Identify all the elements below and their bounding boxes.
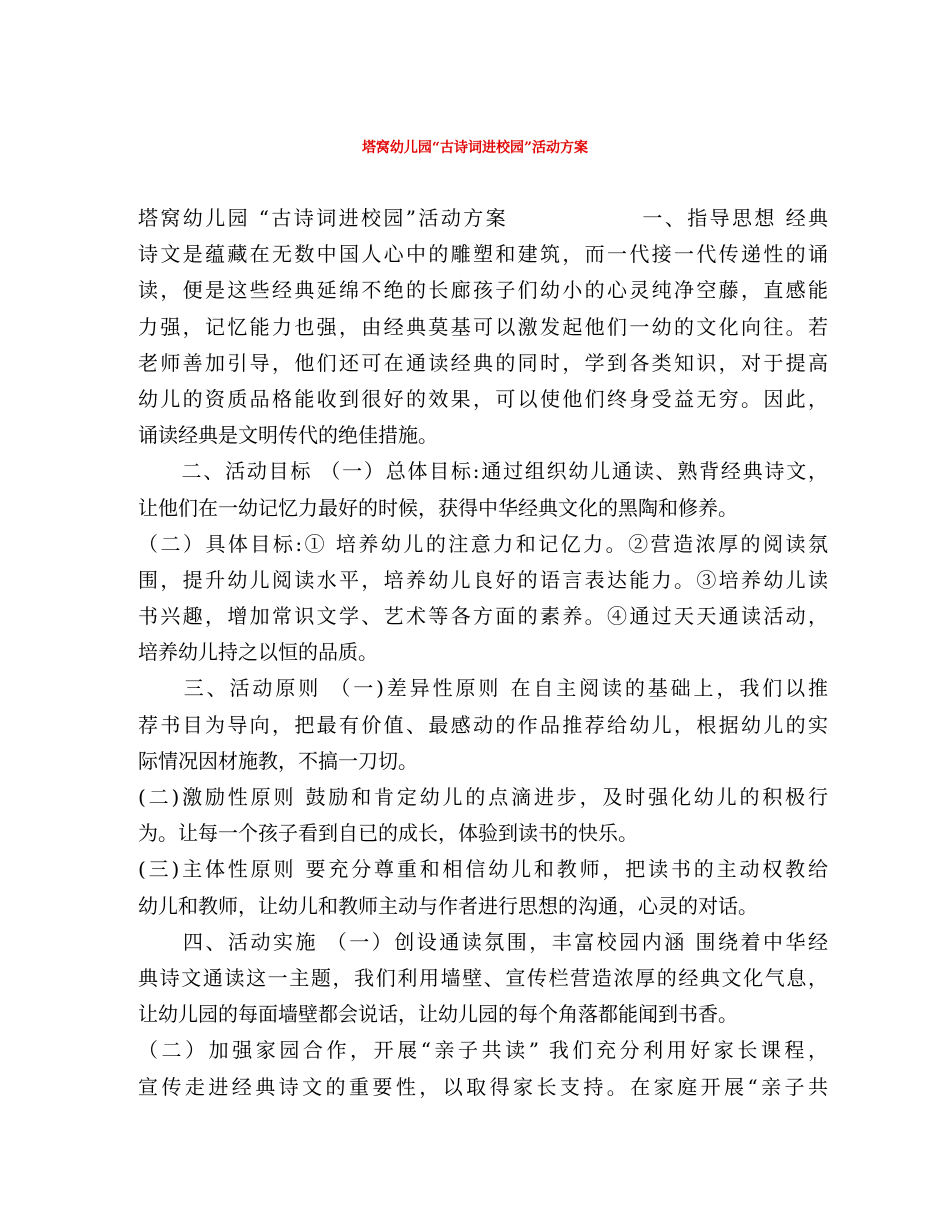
text-line: (二)激励性原则 鼓励和肯定幼儿的点滴进步，及时强化幼儿的积极行 — [138, 785, 828, 809]
text-line: 为。让每一个孩子看到自已的成长，体验到读书的快乐。 — [138, 821, 638, 846]
text-line: 读，便是这些经典延绵不绝的长廊孩子们幼小的心灵纯净空藤，直感能 — [138, 278, 828, 303]
text-line: 三、活动原则 （一)差异性原则 在自主阅读的基础上，我们以推 — [138, 676, 828, 701]
text-line: （二）具体目标:① 培养幼儿的注意力和记亿力。②营造浓厚的阅读氛 — [138, 531, 828, 556]
text-line: 围，提升幼儿阅读水平，培养幼儿良好的语言表达能力。③培养幼儿读 — [138, 567, 828, 592]
text-line: 塔窝幼儿园 “古诗词进校园”活动方案 一、指导思想 经典 — [138, 206, 828, 230]
text-line: （二）加强家园合作，开展“亲子共读” 我们充分利用好家长课程， — [138, 1038, 828, 1063]
text-line: 四、活动实施 （一）创设通读氛围，丰富校园内涵 围绕着中华经 — [138, 929, 828, 954]
text-line: 宣传走进经典诗文的重要性，以取得家长支持。在家庭开展“亲子共 — [138, 1074, 828, 1099]
text-line: 际情况因材施教，不搞一刀切。 — [138, 748, 418, 773]
text-line: 书兴趣，增加常识文学、艺术等各方面的素养。④通过天天通读活动， — [138, 604, 828, 629]
text-line: 诗文是蕴藏在无数中国人心中的雕塑和建筑，而一代接一代传递性的诵 — [138, 242, 828, 267]
text-line: 幼儿和教师，让幼儿和教师主动与作者进行思想的沟通，心灵的对话。 — [138, 893, 758, 918]
document-body — [138, 200, 828, 1105]
text-line: 典诗文通读这一主题，我们利用墙壁、宣传栏营造浓厚的经典文化气息， — [138, 965, 828, 990]
text-line: 老师善加引导，他们还可在通读经典的同时，学到各类知识，对于提高 — [138, 350, 828, 375]
text-line: 二、活动目标 （一）总体目标:通过组织幼儿通读、熟背经典诗文， — [138, 459, 828, 484]
text-line: 诵读经典是文明传代的绝佳措施。 — [138, 423, 438, 448]
text-line: 让他们在一幼记忆力最好的时候，获得中华经典文化的黑陶和修养。 — [138, 495, 738, 520]
document-title: 塔窝幼儿园“古诗词进校园”活动方案 — [361, 140, 589, 156]
text-line: 培养幼儿持之以恒的品质。 — [138, 640, 378, 665]
text-line: 荐书目为导向，把最有价值、最感动的作品推荐给幼儿，根据幼儿的实 — [138, 712, 828, 737]
text-line: 让幼儿园的每面墙壁都会说话，让幼儿园的每个角落都能闻到书香。 — [138, 1002, 738, 1027]
text-line: (三)主体性原则 要充分尊重和相信幼儿和教师，把读书的主动权教给 — [138, 857, 828, 882]
text-line: 幼儿的资质品格能收到很好的效果，可以使他们终身受益无穷。因此， — [138, 386, 828, 411]
text-line: 力强，记忆能力也强，由经典莫基可以激发起他们一幼的文化向往。若 — [138, 314, 828, 339]
